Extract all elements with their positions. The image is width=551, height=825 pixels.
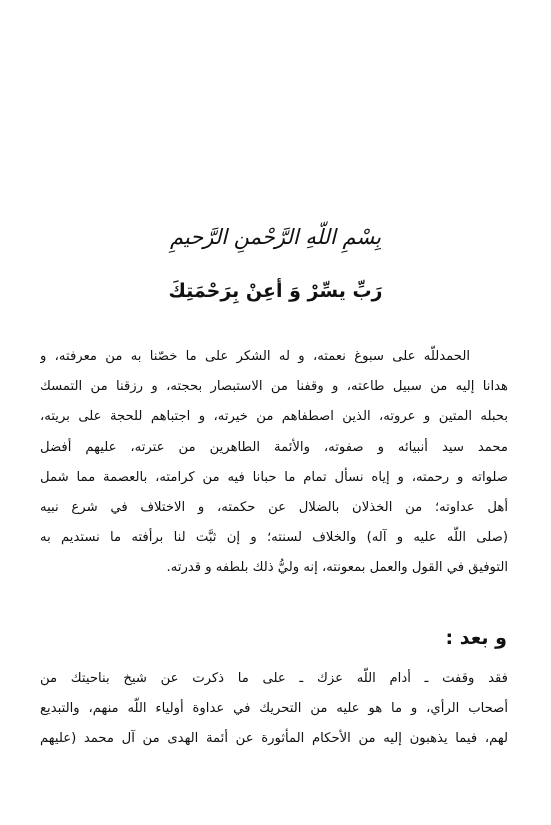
paragraph-line: بحبله المتين و عروته، الذين اصطفاهم من خيرته، و اجتباهم للحجة على بريته، [40,409,508,425]
paragraph-line: الحمدللّه على سبوغ نعمته، و له الشكر على ما خصّنا به من معرفته، و [40,349,470,364]
paragraph-line: أصحاب الرأي، و ما هو عليه من التحريك في عداوة أولياء اللّه منهم، والتبديع [40,701,508,717]
paragraph-line: هدانا إليه من سبيل طاعته، و وقفنا من الاستبصار بحجته، و رزقنا من التمسك [40,379,508,395]
paragraph-line: صلواته و رحمته، و إياه نسأل تمام ما حبانا فيه من كرامته، بالعصمة مما شمل [40,469,508,485]
basmala-heading: بِسْمِ اللّهِ الرَّحْمنِ الرَّحيمِ [169,225,382,249]
section-heading: و بعد : [445,627,507,649]
paragraph-line: لهم، فيما يذهبون إليه من الأحكام المأثورة عن أئمة الهدى من آل محمد (عليهم [40,731,508,747]
paragraph-line: محمد سيد أنبيائه و صفوته، والأئمة الطاهرين من عترته، عليهم أفضل [40,439,508,455]
invocation-subtitle: رَبِّ يسِّرْ وَ أعِنْ بِرَحْمَتِكَ [168,280,383,302]
paragraph-line: (صلى اللّه عليه و آله) والخلاف لسنته؛ و إن ثبَّت لنا برأفته ما نستديم به [40,530,508,546]
paragraph-line: التوفيق في القول والعمل بمعونته، إنه وليُّ ذلك بلطفه و قدرته. [166,560,508,576]
intro-paragraph [40,342,508,584]
paragraph-line: فقد وقفت ـ أدام اللّه عزك ـ على ما ذكرت عن شيخ بناحيتك من [40,671,508,686]
paragraph-line: أهل عداوته؛ من الخذلان بالضلال عن حكمته، و الاختلاف في شرع نبيه [40,499,508,515]
body-paragraph [40,664,508,755]
